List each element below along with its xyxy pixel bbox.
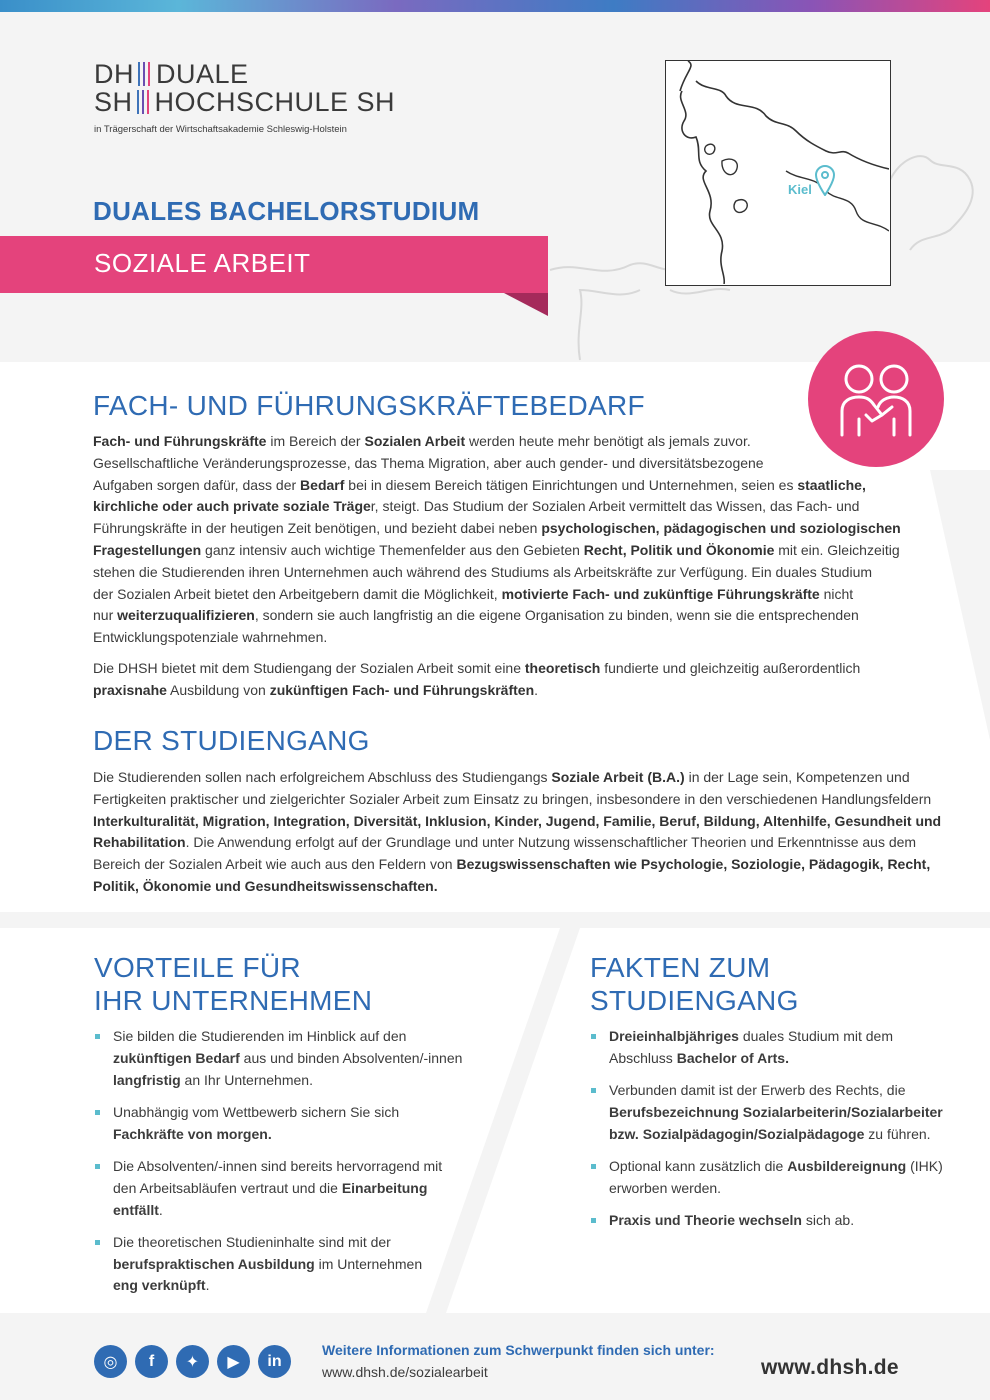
bold-phrase: Sozialen Arbeit	[364, 433, 466, 449]
bold-phrase: Dreieinhalbjähriges	[609, 1028, 739, 1044]
bold-phrase: praxisnahe	[93, 681, 167, 698]
list-item: Die theoretischen Studieninhalte sind mit der berufspraktischen Ausbildung im Unternehmen eng verknüpft.	[94, 1232, 494, 1297]
list-item: Sie bilden die Studierenden im Hinblick auf den zukünftigen Bedarf aus und binden Absolventen/-innen langfristig an Ihr Unternehmen.	[94, 1026, 494, 1091]
bold-phrase: Ausbildereignung	[787, 1157, 907, 1174]
bold-phrase: Bachelor of Arts.	[676, 1049, 789, 1066]
fakten-list	[590, 1026, 970, 1242]
bold-phrase: Fragestellungen	[93, 541, 202, 558]
list-item: Dreieinhalbjähriges duales Studium mit dem Abschluss Bachelor of Arts.	[590, 1026, 970, 1070]
bold-phrase: Politik, Ökonomie und Gesundheitswissenschaften.	[93, 877, 438, 894]
section-title-bedarf: FACH- UND FÜHRUNGSKRÄFTEBEDARF	[93, 390, 645, 421]
bold-phrase: Fachkräfte von morgen.	[113, 1125, 272, 1142]
bold-phrase: Praxis und Theorie wechseln	[609, 1212, 802, 1229]
logo-text-hochschule: HOCHSCHULE SH	[154, 87, 396, 117]
logo-text-dh: DH	[94, 59, 134, 89]
logo-line-1	[94, 60, 395, 88]
logo-text-sh: SH	[94, 87, 133, 117]
logo-bars	[135, 90, 153, 114]
instagram-icon[interactable]: ◎	[94, 1345, 127, 1378]
bold-phrase: psychologischen, pädagogischen und soziologischen	[541, 520, 901, 537]
bold-phrase: Fach- und Führungskräfte	[93, 433, 267, 449]
footer-info-title: Weitere Informationen zum Schwerpunkt finden sich unter:	[322, 1342, 715, 1358]
bold-phrase: Bezugswissenschaften wie Psychologie, Soziologie, Pädagogik, Recht,	[456, 856, 931, 873]
section-title-vorteile	[94, 951, 372, 1017]
map-box	[665, 60, 891, 286]
ribbon-fold	[504, 293, 548, 316]
bold-phrase: Recht, Politik und Ökonomie	[583, 541, 775, 558]
bold-phrase: Interkulturalität, Migration, Integration, Diversität, Inklusion, Kinder, Jugend, Familie, Beruf, Bildung, Altenhilfe, Gesundheit und	[93, 812, 942, 829]
list-item: Verbunden damit ist der Erwerb des Rechts, die Berufsbezeichnung Sozialarbeiterin/Sozialarbeiter bzw. Sozialpädagogin/Sozialpädagoge zu führen.	[590, 1080, 970, 1145]
logo-bars	[136, 62, 154, 86]
map-label-kiel: Kiel	[788, 182, 812, 197]
bold-phrase: staatliche,	[797, 476, 866, 493]
list-item: Optional kann zusätzlich die Ausbildereignung (IHK) erworben werden.	[590, 1156, 970, 1200]
paragraph-bedarf-2: Die DHSH bietet mit dem Studiengang der Sozialen Arbeit somit eine theoretisch fundierte und gleichzeitig außerordentlich praxisnahe Ausbildung von zukünftigen Fach- und Führungskräften.	[93, 660, 861, 698]
bold-phrase: weiterzuqualifizieren	[117, 607, 255, 624]
section-title-studiengang: DER STUDIENGANG	[93, 725, 370, 756]
vorteile-title-line-2: IHR UNTERNEHMEN	[94, 985, 373, 1016]
bold-phrase: berufspraktischen Ausbildung	[113, 1255, 315, 1272]
ribbon-title: SOZIALE ARBEIT	[94, 248, 311, 278]
social-icons	[94, 1345, 291, 1378]
bold-phrase: Bedarf	[300, 476, 345, 493]
footer-info	[322, 1339, 715, 1383]
bold-phrase: kirchliche oder auch private soziale Träge	[93, 498, 371, 515]
bold-phrase: theoretisch	[524, 660, 601, 676]
fakten-title-line-2: STUDIENGANG	[590, 985, 799, 1016]
paragraph-bedarf-1: Fach- und Führungskräfte im Bereich der Sozialen Arbeit werden heute mehr benötigt als jemals zuvor. Gesellschaftliche Veränderungsprozesse, das Thema Migration, aber auch gender- und diversitätsbezogene Aufgaben sorgen dafür, dass der Bedarf bei in diesem Bereich tätigen Einrichtungen und Unternehmen, seien es staatliche, kirchliche oder auch private soziale Träger, steigt. Das Studium der Sozialen Arbeit vermittelt das Wissen, das Fach- und Führungskräfte in der heutigen Zeit benötigen, und bezieht dabei neben psychologischen, pädagogischen und soziologischen Fragestellungen ganz intensiv auch wichtige Themenfelder aus den Gebieten Recht, Politik und Ökonomie mit ein. Gleichzeitig stehen die Studierenden ihren Unternehmen auch während des Studiums als Arbeitskräfte zur Verfügung. Ein duales Studium der Sozialen Arbeit bietet den Arbeitgebern damit die Möglichkeit, motivierte Fach- und zukünftige Führungskräfte nicht nur weiterzuqualifizieren, sondern sie auch langfristig an die eigene Organisation zu binden, wenn sie die entsprechenden Entwicklungspotenziale wahrnehmen.	[93, 433, 901, 646]
bold-phrase: Rehabilitation	[93, 834, 186, 851]
fakten-title-line-1: FAKTEN ZUM	[590, 952, 771, 983]
bold-phrase: bzw. Sozialpädagogin/Sozialpädagoge	[609, 1125, 865, 1142]
bold-phrase: Einarbeitung	[341, 1179, 428, 1196]
bold-phrase: zukünftigen Fach- und Führungskräften	[269, 681, 535, 698]
linkedin-icon[interactable]: in	[258, 1345, 291, 1378]
dhsh-logo	[94, 60, 395, 135]
footer-info-url[interactable]: www.dhsh.de/sozialearbeit	[322, 1364, 488, 1380]
bold-phrase: zukünftigen Bedarf	[113, 1049, 240, 1066]
facebook-icon[interactable]: f	[135, 1345, 168, 1378]
vorteile-list	[94, 1026, 494, 1308]
list-item: Die Absolventen/-innen sind bereits hervorragend mit den Arbeitsabläufen vertraut und die Einarbeitung entfällt.	[94, 1156, 494, 1221]
bold-phrase: entfällt	[113, 1201, 159, 1218]
logo-subline: in Trägerschaft der Wirtschaftsakademie Schleswig-Holstein	[94, 124, 347, 135]
twitter-icon[interactable]: ✦	[176, 1345, 209, 1378]
paragraph-studiengang: Die Studierenden sollen nach erfolgreichem Abschluss des Studiengangs Soziale Arbeit (B.A.) in der Lage sein, Kompetenzen und Fertigkeiten praktischer und zielgerichter Sozialer Arbeit zum Einsatz zu bringen, insbesondere in den verschiedenen Handlungsfeldern Interkulturalität, Migration, Integration, Diversität, Inklusion, Kinder, Jugend, Familie, Beruf, Bildung, Altenhilfe, Gesundheit und Rehabilitation. Die Anwendung erfolgt auf der Grundlage und unter Nutzung wissenschaftlicher Theorien und Erkenntnisse aus dem Bereich der Sozialen Arbeit wie auch aus den Feldern von Bezugswissenschaften wie Psychologie, Soziologie, Pädagogik, Recht, Politik, Ökonomie und Gesundheitswissenschaften.	[93, 769, 942, 894]
logo-text-duale: DUALE	[156, 59, 249, 89]
list-item: Unabhängig vom Wettbewerb sichern Sie sich Fachkräfte von morgen.	[94, 1102, 494, 1146]
bold-phrase: langfristig	[113, 1071, 181, 1088]
bold-phrase: eng verknüpft	[113, 1277, 206, 1294]
kicker-title: DUALES BACHELORSTUDIUM	[93, 196, 480, 226]
section-title-fakten	[590, 951, 799, 1017]
location-pin-icon	[814, 164, 836, 196]
bold-phrase: Soziale Arbeit (B.A.)	[551, 769, 685, 785]
schleswig-holstein-map	[666, 61, 889, 284]
list-item: Praxis und Theorie wechseln sich ab.	[590, 1210, 970, 1232]
logo-line-2	[94, 88, 395, 116]
footer-website[interactable]: www.dhsh.de	[761, 1356, 899, 1379]
bold-phrase: Berufsbezeichnung Sozialarbeiterin/Sozialarbeiter	[609, 1103, 943, 1120]
youtube-icon[interactable]: ▶	[217, 1345, 250, 1378]
bold-phrase: motivierte Fach- und zukünftige Führungskräfte	[501, 585, 820, 602]
vorteile-title-line-1: VORTEILE FÜR	[94, 952, 301, 983]
